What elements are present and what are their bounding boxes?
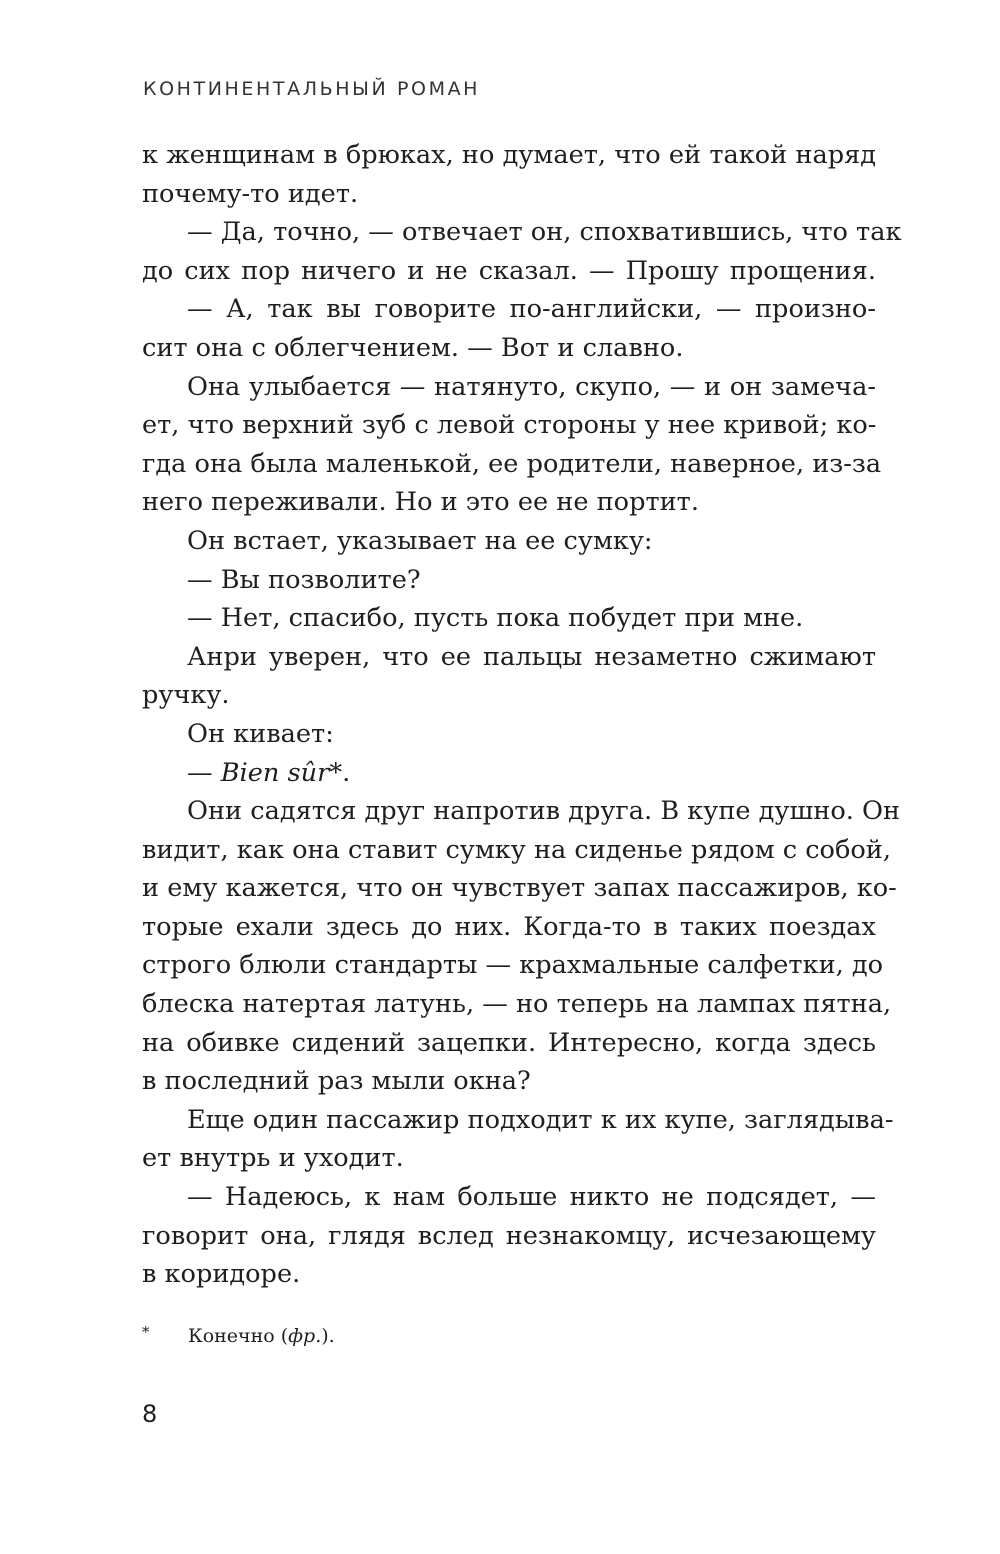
text-line: строго блюли стандарты — крахмальные салфетки, до bbox=[142, 950, 884, 981]
running-head: КОНТИНЕНТАЛЬНЫЙ РОМАН bbox=[143, 78, 481, 100]
text-line: Он встает, указывает на ее сумку: bbox=[187, 525, 653, 556]
text-line: ет, что верхний зуб с левой стороны у нее кривой; ко- bbox=[142, 410, 877, 441]
text-line: на обивке сидений зацепки. Интересно, когда здесь bbox=[142, 1027, 876, 1058]
text-line: — Нет, спасибо, пусть пока побудет при мне. bbox=[187, 603, 804, 634]
text-line: ет внутрь и уходит. bbox=[142, 1143, 404, 1174]
footnote-reference-italic: Bien sûr* bbox=[220, 757, 343, 788]
text-line: Он кивает: bbox=[187, 718, 334, 749]
text-line: — А, так вы говорите по-английски, — произно- bbox=[187, 294, 876, 325]
footnote-text-italic: фр. bbox=[288, 1325, 322, 1347]
footnote-text-main: Конечно ( bbox=[188, 1325, 289, 1347]
text-line: — Вы позволите? bbox=[187, 564, 421, 595]
text-line: Еще один пассажир подходит к их купе, заглядыва- bbox=[187, 1104, 894, 1135]
text-line: в коридоре. bbox=[142, 1259, 301, 1290]
text-line: в последний раз мыли окна? bbox=[142, 1066, 531, 1097]
footnote-text-tail: ). bbox=[321, 1325, 335, 1347]
text-line: Она улыбается — натянуто, скупо, — и он замеча- bbox=[187, 371, 876, 402]
text-line: Они садятся друг напротив друга. В купе душно. Он bbox=[187, 796, 901, 827]
text-line: до сих пор ничего и не сказал. — Прошу прощения. bbox=[142, 255, 876, 286]
text-line: почему-то идет. bbox=[142, 178, 359, 209]
footnote-mark: * bbox=[142, 1323, 150, 1341]
dash: — bbox=[187, 757, 221, 788]
text-line: к женщинам в брюках, но думает, что ей такой наряд bbox=[142, 140, 876, 170]
text-line-footnote-ref bbox=[142, 754, 876, 793]
text-line: гда она была маленькой, ее родители, наверное, из-за bbox=[142, 448, 882, 479]
line-tail: . bbox=[342, 757, 351, 788]
text-line: ручку. bbox=[142, 680, 230, 711]
text-line: говорит она, глядя вслед незнакомцу, исчезающему bbox=[142, 1220, 876, 1251]
body-text bbox=[142, 136, 902, 1294]
page-number: 8 bbox=[142, 1400, 158, 1428]
text-line: блеска натертая латунь, — но теперь на лампах пятна, bbox=[142, 989, 892, 1020]
text-line: Анри уверен, что ее пальцы незаметно сжимают bbox=[187, 641, 876, 672]
text-line: и ему кажется, что он чувствует запах пассажиров, ко- bbox=[142, 873, 897, 904]
text-line: — Да, точно, — отвечает он, спохватившись, что так bbox=[187, 217, 902, 248]
text-line: него переживали. Но и это ее не портит. bbox=[142, 487, 699, 518]
text-line: торые ехали здесь до них. Когда-то в таких поездах bbox=[142, 911, 876, 942]
text-line: видит, как она ставит сумку на сиденье рядом с собой, bbox=[142, 834, 891, 865]
footnote-text bbox=[188, 1322, 335, 1350]
text-line: — Надеюсь, к нам больше никто не подсядет, — bbox=[187, 1182, 876, 1213]
text-line: сит она с облегчением. — Вот и славно. bbox=[142, 332, 684, 363]
